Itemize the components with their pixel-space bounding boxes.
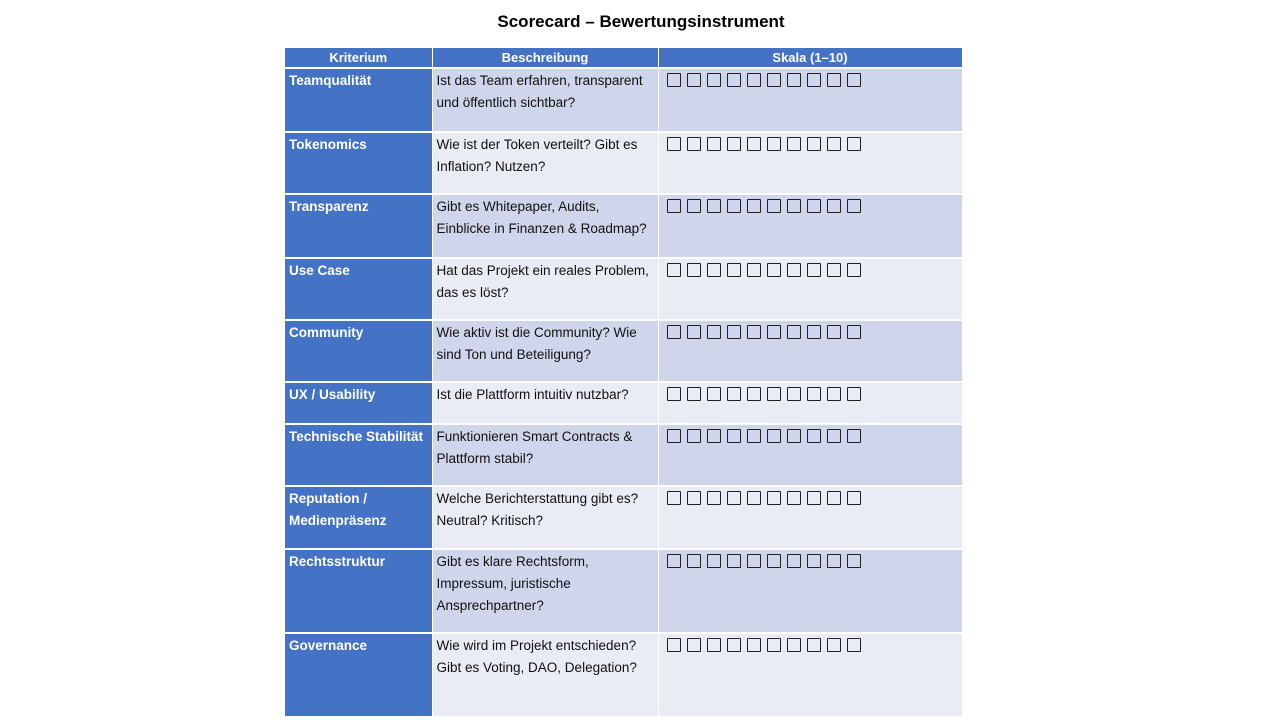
description-cell: Ist das Team erfahren, transparent und öffentlich sichtbar? (432, 68, 658, 132)
rating-checkbox[interactable] (807, 325, 821, 339)
rating-checkbox[interactable] (747, 199, 761, 213)
rating-checkbox[interactable] (727, 638, 741, 652)
rating-checkbox[interactable] (667, 638, 681, 652)
table-row (285, 549, 962, 633)
rating-checkbox[interactable] (747, 638, 761, 652)
description-cell: Wie ist der Token verteilt? Gibt es Inflation? Nutzen? (432, 132, 658, 194)
rating-checkbox-group (663, 263, 958, 277)
scale-cell (658, 132, 962, 194)
rating-checkbox[interactable] (707, 638, 721, 652)
rating-checkbox[interactable] (767, 137, 781, 151)
rating-checkbox[interactable] (687, 387, 701, 401)
rating-checkbox[interactable] (847, 387, 861, 401)
rating-checkbox[interactable] (747, 387, 761, 401)
header-criterion: Kriterium (285, 48, 432, 68)
criterion-cell: Community (285, 320, 432, 382)
description-cell: Gibt es Whitepaper, Audits, Einblicke in Finanzen & Roadmap? (432, 194, 658, 258)
table-row (285, 194, 962, 258)
rating-checkbox[interactable] (727, 325, 741, 339)
rating-checkbox-group (663, 491, 958, 505)
rating-checkbox[interactable] (807, 638, 821, 652)
rating-checkbox[interactable] (807, 137, 821, 151)
criterion-cell: Transparenz (285, 194, 432, 258)
rating-checkbox[interactable] (687, 137, 701, 151)
description-cell: Funktionieren Smart Contracts & Plattform stabil? (432, 424, 658, 486)
criterion-cell: Technische Stabilität (285, 424, 432, 486)
rating-checkbox[interactable] (787, 554, 801, 568)
scale-cell (658, 194, 962, 258)
rating-checkbox[interactable] (727, 137, 741, 151)
rating-checkbox[interactable] (687, 638, 701, 652)
header-description: Beschreibung (432, 48, 658, 68)
rating-checkbox[interactable] (787, 429, 801, 443)
page-title: Scorecard – Bewertungsinstrument (497, 12, 785, 31)
rating-checkbox[interactable] (667, 491, 681, 505)
rating-checkbox[interactable] (767, 387, 781, 401)
rating-checkbox[interactable] (667, 263, 681, 277)
rating-checkbox[interactable] (727, 429, 741, 443)
criterion-cell: Use Case (285, 258, 432, 320)
rating-checkbox[interactable] (807, 73, 821, 87)
rating-checkbox[interactable] (827, 429, 841, 443)
rating-checkbox[interactable] (827, 263, 841, 277)
rating-checkbox[interactable] (747, 325, 761, 339)
rating-checkbox[interactable] (707, 325, 721, 339)
rating-checkbox[interactable] (667, 137, 681, 151)
rating-checkbox[interactable] (687, 199, 701, 213)
rating-checkbox-group (663, 73, 958, 87)
rating-checkbox[interactable] (667, 73, 681, 87)
criterion-cell: UX / Usability (285, 382, 432, 424)
description-cell: Gibt es klare Rechtsform, Impressum, juristische Ansprechpartner? (432, 549, 658, 633)
rating-checkbox[interactable] (707, 554, 721, 568)
rating-checkbox[interactable] (747, 554, 761, 568)
rating-checkbox[interactable] (687, 325, 701, 339)
rating-checkbox[interactable] (827, 554, 841, 568)
rating-checkbox-group (663, 429, 958, 443)
rating-checkbox[interactable] (807, 387, 821, 401)
table-row (285, 258, 962, 320)
description-cell: Welche Berichterstattung gibt es? Neutral? Kritisch? (432, 486, 658, 549)
rating-checkbox[interactable] (847, 325, 861, 339)
rating-checkbox[interactable] (847, 263, 861, 277)
criterion-cell: Governance (285, 633, 432, 717)
rating-checkbox[interactable] (827, 73, 841, 87)
rating-checkbox[interactable] (847, 199, 861, 213)
rating-checkbox[interactable] (827, 387, 841, 401)
rating-checkbox[interactable] (707, 73, 721, 87)
scale-cell (658, 424, 962, 486)
rating-checkbox[interactable] (767, 429, 781, 443)
rating-checkbox[interactable] (827, 325, 841, 339)
rating-checkbox[interactable] (847, 638, 861, 652)
rating-checkbox[interactable] (727, 554, 741, 568)
rating-checkbox[interactable] (767, 73, 781, 87)
criterion-cell: Tokenomics (285, 132, 432, 194)
rating-checkbox[interactable] (767, 199, 781, 213)
rating-checkbox[interactable] (767, 638, 781, 652)
table-row (285, 68, 962, 132)
rating-checkbox[interactable] (687, 429, 701, 443)
rating-checkbox[interactable] (727, 491, 741, 505)
rating-checkbox[interactable] (807, 429, 821, 443)
scale-cell (658, 633, 962, 717)
rating-checkbox[interactable] (727, 73, 741, 87)
rating-checkbox[interactable] (787, 137, 801, 151)
rating-checkbox[interactable] (667, 387, 681, 401)
description-cell: Wie wird im Projekt entschieden? Gibt es Voting, DAO, Delegation? (432, 633, 658, 717)
rating-checkbox[interactable] (847, 429, 861, 443)
rating-checkbox[interactable] (687, 263, 701, 277)
rating-checkbox[interactable] (727, 199, 741, 213)
rating-checkbox[interactable] (787, 73, 801, 87)
rating-checkbox[interactable] (667, 554, 681, 568)
rating-checkbox[interactable] (847, 491, 861, 505)
table-header-row (285, 48, 962, 68)
rating-checkbox[interactable] (847, 73, 861, 87)
rating-checkbox-group (663, 325, 958, 339)
scale-cell (658, 68, 962, 132)
rating-checkbox[interactable] (747, 137, 761, 151)
rating-checkbox[interactable] (727, 263, 741, 277)
rating-checkbox[interactable] (747, 73, 761, 87)
rating-checkbox[interactable] (847, 554, 861, 568)
rating-checkbox[interactable] (687, 554, 701, 568)
rating-checkbox-group (663, 137, 958, 151)
criterion-cell: Rechtsstruktur (285, 549, 432, 633)
table-row (285, 633, 962, 717)
rating-checkbox[interactable] (807, 554, 821, 568)
description-cell: Ist die Plattform intuitiv nutzbar? (432, 382, 658, 424)
rating-checkbox[interactable] (787, 325, 801, 339)
rating-checkbox[interactable] (707, 137, 721, 151)
rating-checkbox-group (663, 554, 958, 568)
rating-checkbox[interactable] (787, 638, 801, 652)
rating-checkbox-group (663, 199, 958, 213)
table-row (285, 486, 962, 549)
rating-checkbox[interactable] (827, 638, 841, 652)
table-row (285, 132, 962, 194)
rating-checkbox[interactable] (747, 491, 761, 505)
rating-checkbox[interactable] (747, 263, 761, 277)
rating-checkbox[interactable] (707, 491, 721, 505)
rating-checkbox-group (663, 387, 958, 401)
scale-cell (658, 320, 962, 382)
rating-checkbox[interactable] (787, 263, 801, 277)
rating-checkbox[interactable] (807, 491, 821, 505)
criterion-cell: Teamqualität (285, 68, 432, 132)
rating-checkbox[interactable] (767, 554, 781, 568)
rating-checkbox[interactable] (787, 199, 801, 213)
rating-checkbox[interactable] (787, 387, 801, 401)
rating-checkbox[interactable] (767, 491, 781, 505)
scale-cell (658, 486, 962, 549)
rating-checkbox[interactable] (807, 263, 821, 277)
rating-checkbox[interactable] (827, 199, 841, 213)
rating-checkbox[interactable] (707, 199, 721, 213)
rating-checkbox[interactable] (687, 73, 701, 87)
rating-checkbox[interactable] (707, 263, 721, 277)
description-cell: Wie aktiv ist die Community? Wie sind Ton und Beteiligung? (432, 320, 658, 382)
rating-checkbox[interactable] (667, 429, 681, 443)
rating-checkbox[interactable] (787, 491, 801, 505)
rating-checkbox[interactable] (747, 429, 761, 443)
rating-checkbox-group (663, 638, 958, 652)
scale-cell (658, 382, 962, 424)
scale-cell (658, 549, 962, 633)
criterion-cell: Reputation / Medienpräsenz (285, 486, 432, 549)
rating-checkbox[interactable] (767, 263, 781, 277)
scorecard-table (285, 48, 963, 718)
table-row (285, 382, 962, 424)
rating-checkbox[interactable] (727, 387, 741, 401)
rating-checkbox[interactable] (847, 137, 861, 151)
rating-checkbox[interactable] (707, 429, 721, 443)
scale-cell (658, 258, 962, 320)
rating-checkbox[interactable] (687, 491, 701, 505)
rating-checkbox[interactable] (667, 325, 681, 339)
rating-checkbox[interactable] (827, 491, 841, 505)
header-scale: Skala (1–10) (658, 48, 962, 68)
rating-checkbox[interactable] (827, 137, 841, 151)
rating-checkbox[interactable] (667, 199, 681, 213)
rating-checkbox[interactable] (767, 325, 781, 339)
table-row (285, 320, 962, 382)
rating-checkbox[interactable] (807, 199, 821, 213)
table-row (285, 424, 962, 486)
description-cell: Hat das Projekt ein reales Problem, das es löst? (432, 258, 658, 320)
rating-checkbox[interactable] (707, 387, 721, 401)
